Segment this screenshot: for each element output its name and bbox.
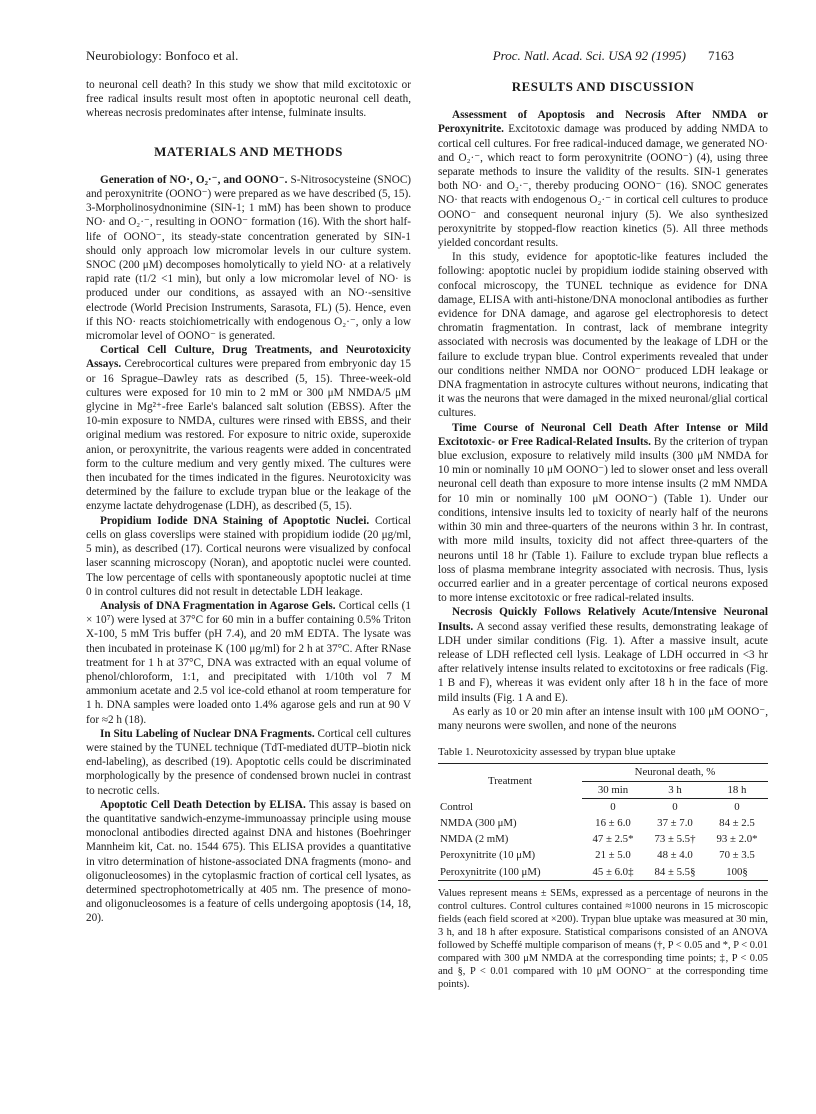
right-column [438, 78, 768, 991]
run-in-head: Cortical Cell Culture, Drug Treatments, and Neurotoxicity Assays. [86, 344, 411, 371]
table-cell: 0 [672, 800, 678, 813]
table-cell: 16 ± 6.0 [595, 816, 631, 829]
running-header [86, 48, 734, 66]
column-header-18h: 18 h [706, 781, 768, 798]
run-in-head: In Situ Labeling of Nuclear DNA Fragments. [100, 727, 315, 740]
page-number: 7163 [708, 48, 734, 63]
paragraph-body: This assay is based on the quantitative sandwich-enzyme-immunoassay principle using mouse monoclonal antibodies directed against DNA and histones (Boehringer Mannheim kit, Cat. no. 1544 675). This ELISA provides a quantitative in vitro determination of histone-associated DNA fragments (mono- and oligonucleosomes) in the cytoplasmic fraction of cortical cell lysates, as determined spectrophotometrically at 405 nm. The presence of mono- and oligonucleosomes is a feature of cells undergoing apoptosis (14, 18, 20). [86, 798, 411, 925]
paragraph-body: S-Nitrosocysteine (SNOC) and peroxynitrite (OONO⁻) were prepared as we have described (5, 15). 3-Morpholinosydnonimine (SIN-1; 1 mM) has been shown to produce NO· and O₂·⁻, resulting in OONO⁻ formation (16). With the short half-life of OONO⁻, its steady-state concentration generated by SIN-1 should only approach low micromolar levels in our culture system. SNOC (200 μM) decomposes homolytically to yield NO· at a relatively rapid rate (t1/2 <1 min), but only a low micromolar level of NO· is produced under our conditions, as assayed with an NO·-sensitive electrode (World Precision Instruments, Sarasota, FL) (5). Hence, even if this NO· reacts stoichiometrically with endogenous O₂·⁻, only a low micromolar level of OONO⁻ is generated. [86, 173, 412, 343]
results-paragraph-assessment [438, 108, 768, 250]
table-cell: 84 ± 5.5§ [644, 864, 706, 881]
row-label: Peroxynitrite (100 μM) [438, 864, 582, 881]
neurotoxicity-table [438, 763, 768, 880]
run-in-head: Generation of NO·, O₂·⁻, and OONO⁻. [100, 173, 288, 186]
run-in-head: Propidium Iodide DNA Staining of Apoptotic Nuclei. [100, 514, 370, 527]
table-caption: Table 1. Neurotoxicity assessed by trypan blue uptake [438, 746, 676, 759]
results-paragraph-evidence: In this study, evidence for apoptotic-like features included the following: apoptotic nuclei by propidium iodide staining observed with confocal microscopy, the TUNEL technique as evidence for DNA damage, ELISA with anti-histone/DNA monoclonal antibodies as further evidence for DNA damage, and agarose gel electrophoresis to detect chromatin fragmentation. In contrast, lack of membrane integrity associated with necrosis was documented by the leakage of LDH or the failure to exclude trypan blue. Control experiments revealed that under our conditions neither NMDA nor OONO⁻ produced LDH leakage or DNA fragmentation in astrocyte cultures without neurons, indicating that it was the neurons that were damaged in the mixed neuronal/glial cortical cultures. [438, 251, 768, 420]
column-group-header: Neuronal death, % [582, 764, 768, 781]
table-cell: 70 ± 3.5 [719, 849, 755, 862]
table-cell: 21 ± 5.0 [595, 849, 631, 862]
methods-paragraph-insitu [86, 727, 411, 798]
methods-paragraph-culture [86, 343, 411, 513]
paragraph-body: Cortical cells on glass coverslips were stained with propidium iodide (20 μg/ml, 5 min), as described (17). Cortical neurons were visualized by confocal laser scanning microscopy (Noran), and apoptotic nuclei were counted. The low percentage of cells with spontaneously apoptotic nuclei at time 0 in control cultures did not result in detectable LDH leakage. [86, 514, 411, 598]
run-in-head: Apoptotic Cell Death Detection by ELISA. [100, 798, 306, 811]
run-in-head: Assessment of Apoptosis and Necrosis After NMDA or Peroxynitrite. [438, 109, 768, 136]
table-cell: 100§ [706, 864, 768, 881]
run-in-head: Necrosis Quickly Follows Relatively Acute/Intensive Neuronal Insults. [438, 606, 768, 633]
row-label: NMDA (2 mM) [440, 833, 509, 846]
table-cell: 93 ± 2.0* [716, 833, 758, 846]
intro-paragraph: to neuronal cell death? In this study we show that mild excitotoxic or free radical insults result most often in apoptotic neuronal cell death, whereas necrosis predominates after intense, fulminate insults. [86, 79, 411, 120]
table-row [438, 864, 768, 881]
column-header-treatment: Treatment [438, 764, 582, 798]
table-cell: 47 ± 2.5* [592, 833, 634, 846]
row-label: Control [440, 800, 473, 813]
methods-paragraph-agarose [86, 599, 411, 727]
methods-paragraph-elisa [86, 798, 411, 926]
results-paragraph-early: As early as 10 or 20 min after an intense insult with 100 μM OONO⁻, many neurons were swollen, and none of the neurons [438, 705, 768, 732]
table-row [438, 831, 768, 847]
run-in-head: Time Course of Neuronal Cell Death After Intense or Mild Excitotoxic- or Free Radical-Related Insults. [438, 421, 768, 448]
table-cell: 45 ± 6.0‡ [582, 864, 644, 881]
table-cell: 37 ± 7.0 [657, 816, 693, 829]
journal-citation: Proc. Natl. Acad. Sci. USA 92 (1995) [492, 48, 686, 63]
paragraph-body: By the criterion of trypan blue exclusion, exposure to relatively mild insults (300 μM NMDA for 10 min or nominally 10 μM OONO⁻) led to slower onset and less overall neuronal cell death than exposure to more intense insults (2 mM NMDA for 10 min or nominally 100 μM OONO⁻) (Table 1). Under our conditions, intensive insults led to toxicity of nearly half of the neurons within 30 min and three-quarters of the neurons within 3 hr. In contrast, with more mild insults, toxicity did not affect three-quarters of the neurons until 18 hr (Table 1). Failure to exclude trypan blue reflects a loss of plasma membrane integrity associated with necrosis. Thus, lysis occurred earlier and in a greater percentage of cortical neurons exposed to more intense excitotoxic or free radical-related insults. [438, 435, 768, 605]
header-left: Neurobiology: Bonfoco et al. [86, 48, 239, 63]
table-notes-text: Values represent means ± SEMs, expressed as a percentage of neurons in the control cultures. Control cultures contained ≈1000 neurons in 15 microscopic fields (each field scored at ×200). Trypan blue uptake was measured at 30 min, 3 h, and 18 h after exposure. Statistical comparisons consisted of an ANOVA followed by Scheffé multiple comparison of means (†, P < 0.05 and *, P < 0.01 compared with 300 μM NMDA at the corresponding time points; ‡, P < 0.05 and §, P < 0.01 compared with 10 μM OONO⁻ at the corresponding time points). [438, 887, 768, 990]
table-row [438, 847, 768, 863]
methods-paragraph-propidium [86, 514, 411, 599]
column-header-30min: 30 min [582, 781, 644, 798]
table-cell: 84 ± 2.5 [719, 816, 755, 829]
methods-paragraph-generation [86, 173, 411, 343]
paragraph-body: Cortical cell cultures were stained by the TUNEL technique (TdT-mediated dUTP–biotin nick end-labeling), as described (19). Apoptotic cells could be discriminated morphologically by the presence of condensed brown nuclei in contrast to necrotic cells. [86, 727, 411, 797]
results-paragraph-timecourse [438, 421, 768, 606]
section-title-results: RESULTS AND DISCUSSION [511, 79, 695, 94]
table-footnotes [438, 887, 768, 991]
table-cell: 0 [610, 800, 616, 813]
section-title-methods: MATERIALS AND METHODS [154, 143, 343, 159]
paragraph-body: A second assay verified these results, demonstrating leakage of LDH under similar conditions (Fig. 1). After a massive insult, acute release of LDH reflected cell lysis. Leakage of LDH occurred in <3 hr after relatively intense insults related to excitotoxins or free radicals (Fig. 1 B and F), whereas it was evident only after 18 h in the face of more mild insults (Fig. 1 A and E). [438, 620, 768, 704]
paragraph-body: Cortical cells (1 × 10⁷) were lysed at 37°C for 60 min in a buffer containing 0.5% Triton X-100, 5 mM Tris buffer (pH 7.4), and 20 mM EDTA. The lysate was then incubated in proteinase K (100 μg/ml) for 2 h at 37°C. After RNase treatment for 1 h at 37°C, DNA was extracted with an equal volume of phenol/chloroform, 1:1, and precipitated with 1/10th vol 7 M ammonium acetate and 2.5 vol ice-cold ethanol at room temperature for 1 h. DNA samples were loaded onto 1.4% agarose gels and run at 90 V for ≈2 h (18). [86, 599, 411, 726]
table-header-row [438, 764, 768, 781]
table-cell: 48 ± 4.0 [657, 849, 693, 862]
row-label: Peroxynitrite (10 μM) [440, 849, 536, 862]
paragraph-body: Excitotoxic damage was produced by adding NMDA to cortical cell cultures. For free radical-induced damage, we generated NO· and O₂·⁻, which react to form peroxynitrite (OONO⁻) (4), using three separate methods to insure the validity of the results. SIN-1 generates both NO· and O₂·⁻, thereby producing OONO⁻ (16). SNOC generates NO· that reacts with endogenous O₂·⁻ in cortical cell cultures to produce OONO⁻ and consequent neuronal injury (5). We also synthesized peroxynitrite by stopped-flow reaction kinetics (5). All three methods yielded concordant results. [438, 123, 768, 250]
row-label: NMDA (300 μM) [440, 816, 517, 829]
table-row [438, 798, 768, 815]
column-header-3h: 3 h [644, 781, 706, 798]
header-right [493, 48, 734, 64]
table-cell: 0 [734, 800, 740, 813]
left-column [86, 78, 411, 926]
run-in-head: Analysis of DNA Fragmentation in Agarose Gels. [100, 599, 336, 612]
results-paragraph-necrosis [438, 605, 768, 704]
table-cell: 73 ± 5.5† [654, 833, 696, 846]
table-row [438, 815, 768, 831]
paragraph-body: Cerebrocortical cultures were prepared from embryonic day 15 or 16 Sprague–Dawley rats as described (5, 15). Three-week-old cultures were exposed for 10 min to 2 mM or 300 μM NMDA/5 μM glycine in Mg²⁺-free Earle's balanced salt solution (EBSS). After the 10-min exposure to NMDA, cultures were rinsed with EBSS, and their original medium was restored. For exposure to nitric oxide, superoxide anion, or peroxynitrite, the various reagents were added in concentrated form to the culture medium and very gently mixed. The cultures were then incubated for the times indicated in the figures. Neurotoxicity was determined by the failure to exclude trypan blue or the leakage of the enzyme lactate dehydrogenase (LDH), as described (5, 15). [86, 358, 411, 513]
